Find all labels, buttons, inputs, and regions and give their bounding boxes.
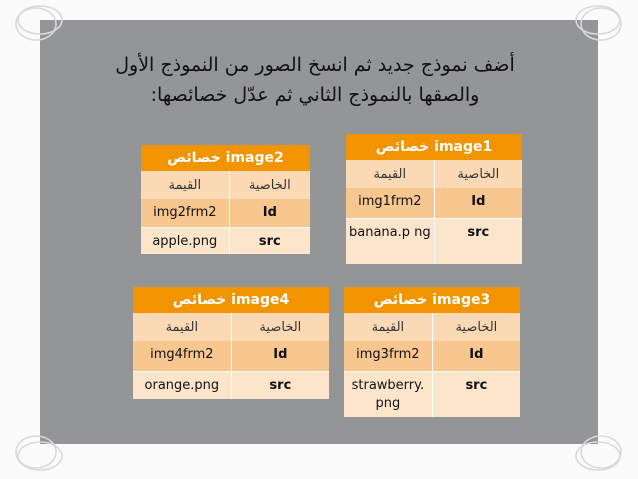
table-title: image1 خصائص (346, 134, 522, 160)
table-title: image3 خصائص (344, 287, 520, 313)
title-line-1: أضف نموذج جديد ثم انسخ الصور من النموذج الأول (115, 54, 515, 76)
cell-property: src (432, 371, 520, 417)
column-header-property: الخاصية (259, 319, 302, 335)
cell-property: src (434, 218, 522, 264)
cell-property: Id (273, 347, 288, 362)
cell-value: img4frm2 (133, 341, 231, 371)
cell-value: strawberry. png (344, 371, 432, 417)
cell-value: img1frm2 (346, 188, 434, 218)
ring-bottom-left-2-icon (18, 442, 62, 470)
column-header-property: الخاصية (457, 166, 500, 182)
cell-value: img3frm2 (344, 341, 432, 371)
column-header-value: القيمة (344, 313, 432, 341)
column-header-value: القيمة (346, 160, 434, 188)
cell-value: img2frm2 (141, 199, 229, 227)
cell-property: src (231, 371, 329, 399)
cell-property: src (229, 227, 310, 254)
cell-value: orange.png (133, 371, 231, 399)
table-title: image4 خصائص (133, 287, 329, 313)
image4-properties-table (133, 287, 329, 399)
cell-value: banana.p ng (346, 218, 434, 264)
slide-title (60, 50, 570, 110)
cell-value: apple.png (141, 227, 229, 254)
column-header-value: القيمة (133, 313, 231, 341)
cell-property: Id (471, 194, 486, 209)
ring-bottom-right-2-icon (576, 442, 620, 470)
table-title: image2 خصائص (141, 145, 310, 171)
column-header-value: القيمة (141, 171, 229, 199)
title-line-2: والصقها بالنموذج الثاني ثم عدّل خصائصها: (150, 84, 480, 106)
column-header-property: الخاصية (455, 319, 498, 335)
cell-property: Id (469, 347, 484, 362)
cell-property: Id (262, 205, 277, 220)
image3-properties-table (344, 287, 520, 417)
image1-properties-table (346, 134, 522, 264)
column-header-property: الخاصية (248, 177, 291, 193)
image2-properties-table (141, 145, 310, 254)
